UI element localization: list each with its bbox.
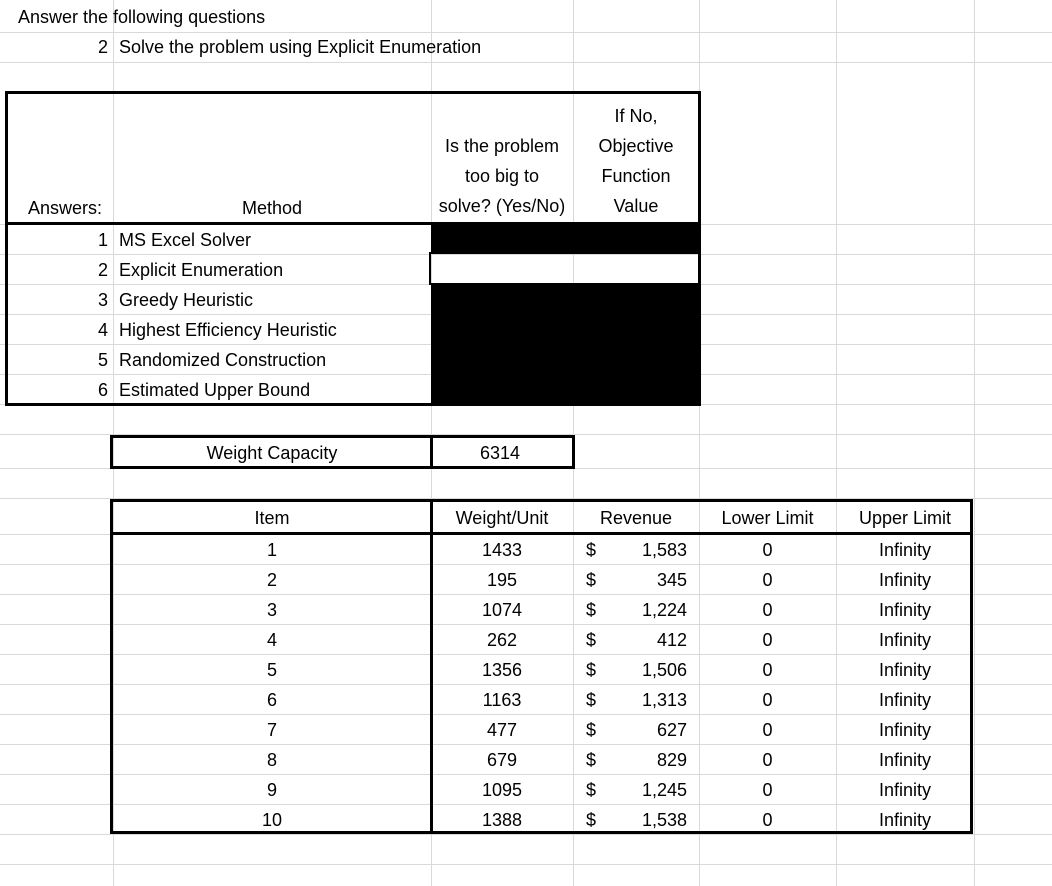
item-lower-limit: 0 bbox=[762, 630, 773, 650]
item-weight: 477 bbox=[486, 720, 518, 740]
item-upper-limit: Infinity bbox=[878, 570, 932, 590]
item-number: 4 bbox=[266, 630, 277, 650]
item-number: 6 bbox=[266, 690, 277, 710]
item-upper-limit: Infinity bbox=[878, 600, 932, 620]
row-line bbox=[0, 32, 1052, 33]
method-header: Method bbox=[241, 198, 303, 218]
row-line bbox=[0, 62, 1052, 63]
objective-header-line4: Value bbox=[613, 196, 659, 216]
item-upper-limit: Infinity bbox=[878, 630, 932, 650]
currency-symbol: $ bbox=[586, 780, 597, 800]
items-header-divider bbox=[110, 532, 973, 535]
method-row-label: Explicit Enumeration bbox=[119, 260, 284, 280]
method-row-number: 3 bbox=[97, 290, 108, 310]
item-revenue: 627 bbox=[656, 720, 687, 740]
item-upper-limit: Infinity bbox=[878, 720, 932, 740]
currency-symbol: $ bbox=[586, 630, 597, 650]
item-weight: 1163 bbox=[482, 690, 522, 710]
answer-cells-solver bbox=[431, 222, 701, 254]
question-number: 2 bbox=[97, 37, 108, 57]
col-line bbox=[974, 0, 975, 886]
currency-symbol: $ bbox=[586, 570, 597, 590]
currency-symbol: $ bbox=[586, 750, 597, 770]
question-text: Solve the problem using Explicit Enumeration bbox=[119, 37, 482, 57]
item-lower-limit: 0 bbox=[762, 660, 773, 680]
upper-limit-header: Upper Limit bbox=[858, 508, 952, 528]
method-row-number: 6 bbox=[97, 380, 108, 400]
item-lower-limit: 0 bbox=[762, 690, 773, 710]
item-revenue: 1,538 bbox=[641, 810, 687, 830]
item-revenue: 1,224 bbox=[641, 600, 687, 620]
item-upper-limit: Infinity bbox=[878, 690, 932, 710]
method-row-number: 1 bbox=[97, 230, 108, 250]
objective-header-line2: Objective bbox=[598, 136, 674, 156]
currency-symbol: $ bbox=[586, 720, 597, 740]
method-row-number: 4 bbox=[97, 320, 108, 340]
item-weight: 679 bbox=[486, 750, 518, 770]
item-number: 5 bbox=[266, 660, 277, 680]
answers-label: Answers: bbox=[28, 198, 103, 218]
item-number: 2 bbox=[266, 570, 277, 590]
answer-cells-blocked bbox=[431, 283, 701, 406]
method-row-label: Randomized Construction bbox=[119, 350, 327, 370]
item-number: 9 bbox=[266, 780, 277, 800]
currency-symbol: $ bbox=[586, 690, 597, 710]
item-lower-limit: 0 bbox=[762, 810, 773, 830]
weight-header: Weight/Unit bbox=[455, 508, 549, 528]
item-weight: 1356 bbox=[481, 660, 523, 680]
item-revenue: 829 bbox=[656, 750, 687, 770]
too-big-header-line3: solve? (Yes/No) bbox=[438, 196, 566, 216]
objective-value-answer-cell[interactable] bbox=[575, 256, 697, 281]
currency-symbol: $ bbox=[586, 810, 597, 830]
too-big-header-line1: Is the problem bbox=[444, 136, 560, 156]
item-lower-limit: 0 bbox=[762, 570, 773, 590]
item-lower-limit: 0 bbox=[762, 780, 773, 800]
item-revenue: 412 bbox=[656, 630, 687, 650]
item-number: 1 bbox=[266, 540, 277, 560]
item-lower-limit: 0 bbox=[762, 720, 773, 740]
too-big-header-line2: too big to bbox=[464, 166, 540, 186]
item-revenue: 345 bbox=[656, 570, 687, 590]
item-upper-limit: Infinity bbox=[878, 540, 932, 560]
item-weight: 1433 bbox=[481, 540, 523, 560]
item-revenue: 1,583 bbox=[641, 540, 687, 560]
item-number: 7 bbox=[266, 720, 277, 740]
item-lower-limit: 0 bbox=[762, 600, 773, 620]
item-weight: 1388 bbox=[481, 810, 523, 830]
item-weight: 1074 bbox=[481, 600, 523, 620]
row-line bbox=[0, 864, 1052, 865]
item-weight: 1095 bbox=[481, 780, 523, 800]
item-upper-limit: Infinity bbox=[878, 780, 932, 800]
item-lower-limit: 0 bbox=[762, 540, 773, 560]
objective-header-line1: If No, bbox=[614, 106, 658, 126]
method-row-label: MS Excel Solver bbox=[119, 230, 252, 250]
item-upper-limit: Infinity bbox=[878, 810, 932, 830]
weight-capacity-label: Weight Capacity bbox=[206, 443, 338, 463]
item-number: 3 bbox=[266, 600, 277, 620]
method-row-label: Estimated Upper Bound bbox=[119, 380, 311, 400]
currency-symbol: $ bbox=[586, 540, 597, 560]
item-upper-limit: Infinity bbox=[878, 750, 932, 770]
row-line bbox=[0, 834, 1052, 835]
item-weight: 195 bbox=[486, 570, 518, 590]
item-revenue: 1,245 bbox=[641, 780, 687, 800]
item-upper-limit: Infinity bbox=[878, 660, 932, 680]
item-lower-limit: 0 bbox=[762, 750, 773, 770]
weight-capacity-value[interactable]: 6314 bbox=[480, 443, 521, 463]
item-weight: 262 bbox=[486, 630, 518, 650]
revenue-header: Revenue bbox=[599, 508, 673, 528]
currency-symbol: $ bbox=[586, 660, 597, 680]
item-number: 8 bbox=[266, 750, 277, 770]
item-revenue: 1,313 bbox=[641, 690, 687, 710]
currency-symbol: $ bbox=[586, 600, 597, 620]
instructions-title: Answer the following questions bbox=[18, 7, 266, 27]
item-revenue: 1,506 bbox=[641, 660, 687, 680]
method-row-number: 5 bbox=[97, 350, 108, 370]
lower-limit-header: Lower Limit bbox=[721, 508, 814, 528]
item-number: 10 bbox=[261, 810, 283, 830]
item-header: Item bbox=[254, 508, 290, 528]
too-big-answer-cell[interactable] bbox=[433, 256, 571, 281]
method-row-label: Greedy Heuristic bbox=[119, 290, 254, 310]
method-row-number: 2 bbox=[97, 260, 108, 280]
method-row-label: Highest Efficiency Heuristic bbox=[119, 320, 337, 340]
objective-header-line3: Function bbox=[601, 166, 671, 186]
